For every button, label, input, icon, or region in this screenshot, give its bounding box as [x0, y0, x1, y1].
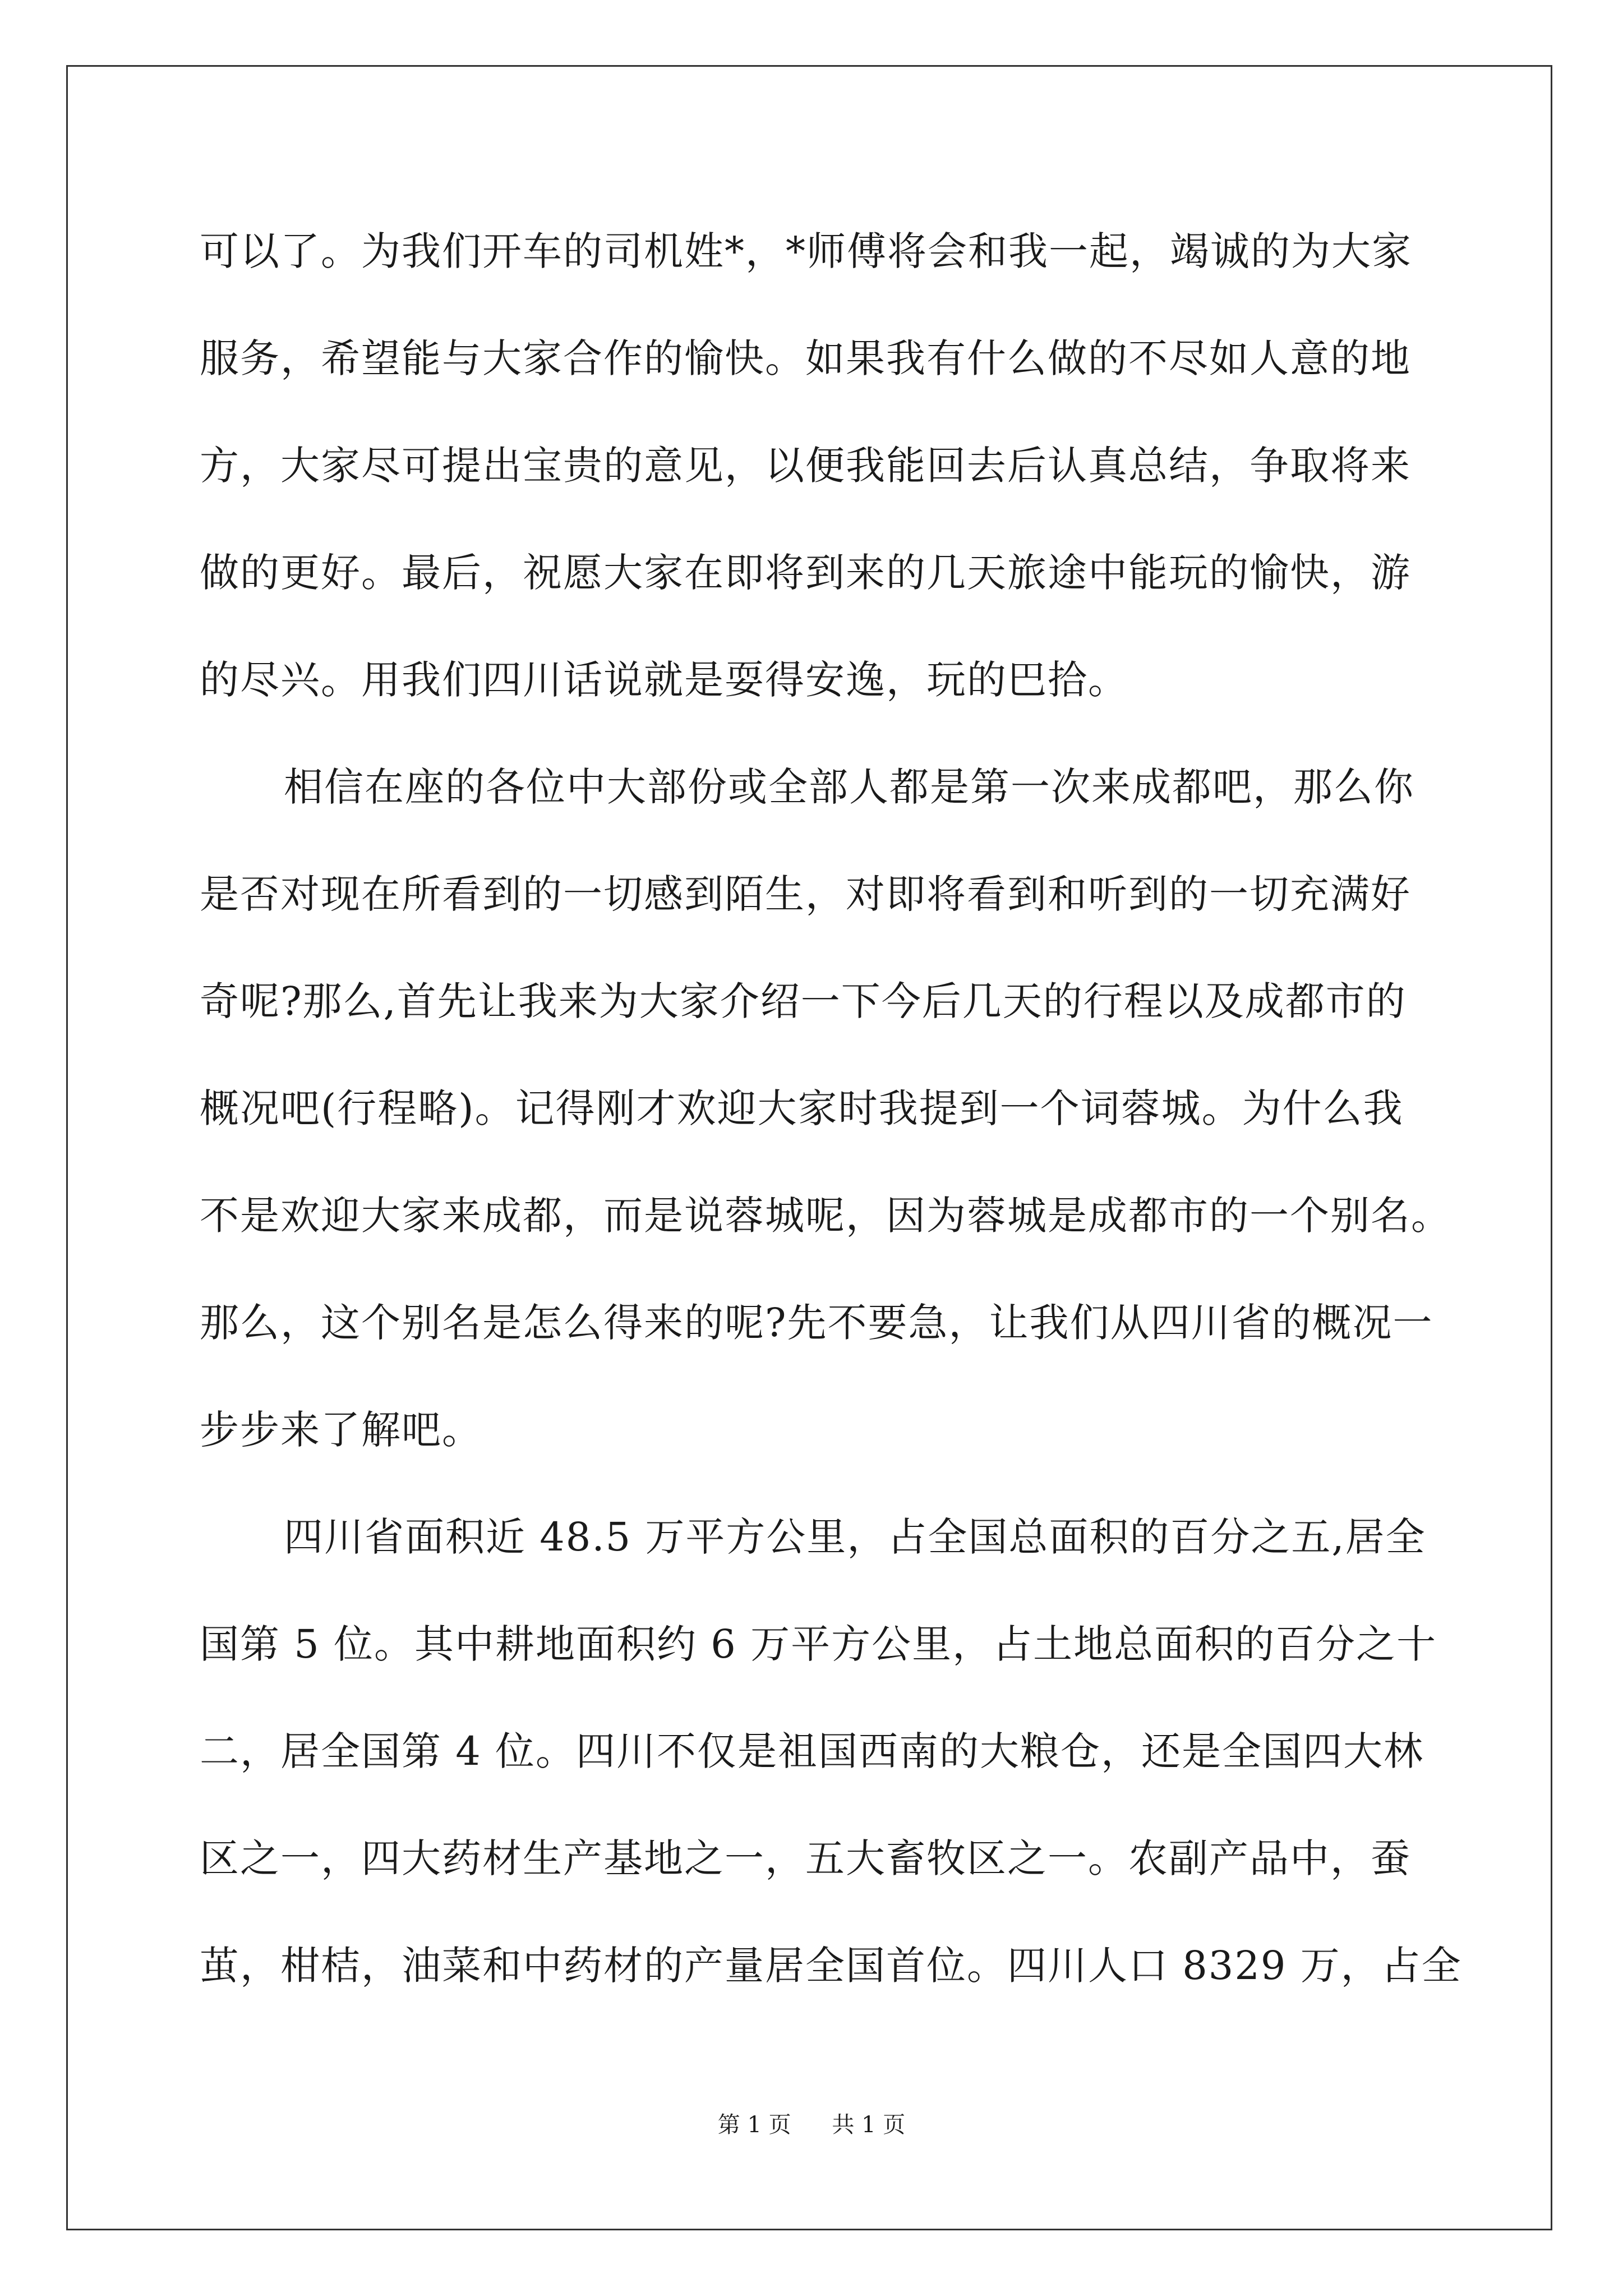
- text-line: 步步来了解吧。: [200, 1407, 482, 1453]
- text-line: 概况吧(行程略)。记得刚才欢迎大家时我提到一个词蓉城。为什么我: [200, 1085, 1404, 1131]
- text-line: 那么，这个别名是怎么得来的呢?先不要急，让我们从四川省的概况一: [200, 1300, 1433, 1346]
- page-number: 第 1 页: [717, 2112, 791, 2138]
- text-line: 服务，希望能与大家合作的愉快。如果我有什么做的不尽如人意的地: [200, 335, 1411, 381]
- text-line: 国第 5 位。其中耕地面积约 6 万平方公里，占土地总面积的百分之十: [200, 1621, 1437, 1667]
- text-line: 做的更好。最后，祝愿大家在即将到来的几天旅途中能玩的愉快，游: [200, 550, 1411, 596]
- document-body: [200, 212, 1462, 2033]
- text-line: 奇呢?那么,首先让我来为大家介绍一下今后几天的行程以及成都市的: [200, 978, 1407, 1024]
- text-line: 方，大家尽可提出宝贵的意见，以便我能回去后认真总结，争取将来: [200, 443, 1411, 489]
- text-line: 可以了。为我们开车的司机姓*，*师傅将会和我一起，竭诚的为大家: [200, 228, 1412, 274]
- paragraph-first-line: 相信在座的各位中大部份或全部人都是第一次来成都吧，那么你: [284, 764, 1414, 810]
- page-footer: [0, 2107, 1623, 2139]
- text-line: 不是欢迎大家来成都，而是说蓉城呢，因为蓉城是成都市的一个别名。: [200, 1193, 1451, 1239]
- page-total: 共 1 页: [832, 2112, 906, 2138]
- text-line: 的尽兴。用我们四川话说就是耍得安逸，玩的巴拾。: [200, 657, 1128, 703]
- text-line: 茧，柑桔，油菜和中药材的产量居全国首位。四川人口 8329 万，占全: [200, 1943, 1462, 1989]
- text-line: 是否对现在所看到的一切感到陌生，对即将看到和听到的一切充满好: [200, 871, 1411, 917]
- paragraph-first-line: 四川省面积近 48.5 万平方公里，占全国总面积的百分之五,居全: [284, 1514, 1426, 1560]
- text-line: 区之一，四大药材生产基地之一，五大畜牧区之一。农副产品中，蚕: [200, 1835, 1411, 1881]
- text-line: 二，居全国第 4 位。四川不仅是祖国西南的大粮仓，还是全国四大林: [200, 1728, 1424, 1774]
